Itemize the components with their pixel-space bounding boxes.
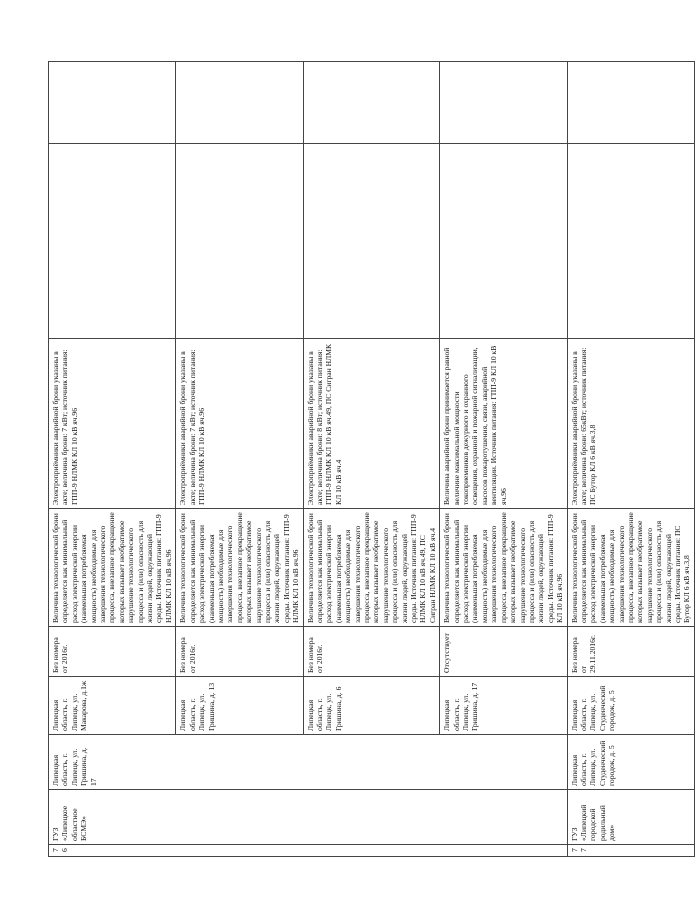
act-info: Без номера от 2016г. (176, 627, 303, 677)
organization-address: Липецкая область, г. Липецк, ул. Студенческий городок, д. 5 (567, 735, 694, 790)
rotated-table-page (48, 62, 692, 857)
emergency-reserve: Электроприёмники аварийной брони указаны в акте; величина брони: 8 кВт; источник питания: ГПП-9 НЛМК КЛ 10 кВ яч.49, ПС Сигран НЛМК КЛ 10 кВ яч.4 (303, 339, 440, 509)
reserve-table (48, 61, 695, 857)
row-number: 77 (567, 845, 694, 857)
row-number: 76 (49, 845, 568, 857)
organization-name: ГУЗ «Липецкий городской родильный дом» (567, 790, 694, 845)
tech-reserve: Величина технологической брони определяется как минимальный расход электрической энергии (наименьшая потребляемая мощность) необходимые для завершения технологического процесса, внезапное прекращение которых вызывает необратимое нарушение технологического процесса и (или) опасность для жизни людей, окружающей среды. Источник питания: ГПП-9 НЛМК КЛ 10 кВ яч.96 (176, 509, 303, 627)
empty-cell (49, 62, 176, 144)
object-address: Липецкая область, г. Липецк, ул. Гришина, д. 17 (440, 677, 567, 735)
tech-reserve: Величина технологической брони определяется как минимальный расход электрической энергии (наименьшая потребляемая мощность) необходимые для завершения технологического процесса, внезапное прекращение которых вызывает необратимое нарушение технологического процесса и (или) опасность для жизни людей, окружающей среды. Источник питания: ГПП-9 КЛ 10 кВ яч.96 (440, 509, 567, 627)
empty-cell (176, 62, 303, 144)
empty-cell (440, 144, 567, 339)
empty-cell (49, 144, 176, 339)
empty-cell (303, 62, 440, 144)
act-info: Без номера от 2016г. (303, 627, 440, 677)
object-address: Липецкая область, г. Липецк, ул. Студенческий городок, д. 5 (567, 677, 694, 735)
object-address: Липецкая область, г. Липецк, ул. Гришина, д. 6 (303, 677, 440, 735)
tech-reserve: Величина технологической брони определяется как минимальный расход электрической энергии (наименьшая потребляемая мощность) необходимые для завершения технологического процесса, внезапное прекращение которых вызывает необратимое нарушение технологического процесса и (или) опасность для жизни людей, окружающей среды. Источник питания: ПС Бутор КЛ 6 кВ яч.3,8 (567, 509, 694, 627)
empty-cell (303, 144, 440, 339)
emergency-reserve: Величина аварийной брони принимается равной величине максимальной мощности токоприемников дежурного и охранного освещения, охранной и пожарной сигнализации, насосов пожаротушения, связи, аварийной вентиляции. Источник питания: ГПП-9 КЛ 10 кВ яч.96 (440, 339, 567, 509)
empty-cell (567, 144, 694, 339)
tech-reserve: Величина технологической брони определяется как минимальный расход электрической энергии (наименьшая потребляемая мощность) необходимые для завершения технологического процесса, внезапное прекращение которых вызывает необратимое нарушение технологического процесса и (или) опасность для жизни людей, окружающей среды. Источник питания: ГПП-9 НЛМК КЛ 10 кВ яч.49, ПС Сигран НЛМК КЛ 10 кВ яч.4 (303, 509, 440, 627)
empty-cell (176, 144, 303, 339)
tech-reserve: Величина технологической брони определяется как минимальный расход электрической энергии (наименьшая потребляемая мощность) необходимые для завершения технологического процесса, внезапное прекращение которых вызывает необратимое нарушение технологического процесса и (или) опасность для жизни людей, окружающей среды. Источник питания: ГПП-9 НЛМК КЛ 10 кВ яч.96 (49, 509, 176, 627)
empty-cell (440, 62, 567, 144)
table-row (49, 62, 176, 857)
object-address: Липецкая область, г. Липецк, ул. Макарова, д.1ж (49, 677, 176, 735)
organization-address: Липецкая область, г. Липецк, ул. Гришина, д. 17 (49, 735, 568, 790)
empty-cell (567, 62, 694, 144)
organization-name: ГУЗ «Липецкое областное БСМЭ» (49, 790, 568, 845)
object-address: Липецкая область, г. Липецк, ул. Гришина, д. 13 (176, 677, 303, 735)
act-info: Без номера от 2016г. (49, 627, 176, 677)
emergency-reserve: Электроприёмники аварийной брони указаны в акте; величина брони: 65кВт; источник питания: ПС Бутор КЛ 6 кВ яч.3,8 (567, 339, 694, 509)
act-info: Без номера от 29.11.2016г. (567, 627, 694, 677)
emergency-reserve: Электроприёмники аварийной брони указаны в акте; величина брони: 7 кВт; источник питания: ГПП-9 НЛМК КЛ 10 кВ яч.96 (49, 339, 176, 509)
table-row (567, 62, 694, 857)
act-info: Отсутствует (440, 627, 567, 677)
emergency-reserve: Электроприёмники аварийной брони указаны в акте; величина брони: 7 кВт; источник питания: ГПП-9 НЛМК КЛ 10 кВ яч.96 (176, 339, 303, 509)
